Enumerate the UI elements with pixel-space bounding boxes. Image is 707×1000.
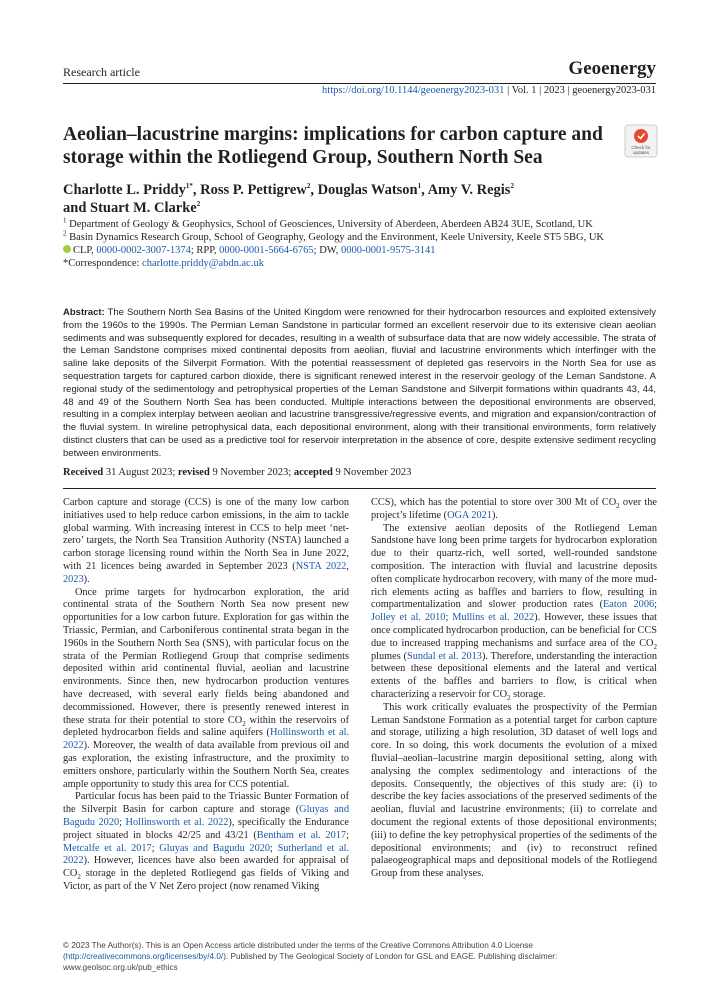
- author-sup: 1: [417, 182, 422, 191]
- paragraph-text: ).: [83, 573, 90, 585]
- citation-link[interactable]: Metcalfe et al. 2017: [63, 842, 152, 854]
- article-dates: [63, 467, 411, 478]
- citation-link[interactable]: Mullins et al. 2022: [452, 612, 535, 624]
- citation-link[interactable]: NSTA 2022: [295, 560, 347, 572]
- citation-link[interactable]: Hollinsworth et al. 2022: [63, 727, 350, 752]
- article-title: Aeolian–lacustrine margins: implications for carbon capture and storage within the Rotliegend Group, Southern North Sea: [63, 124, 603, 168]
- abstract-label: Abstract:: [63, 307, 105, 318]
- paragraph-text: ). However, these issues that once complicated hydrocarbon production, can be beneficial for CCS due to increased trapping mechanisms and surface area of the CO: [371, 612, 658, 649]
- footer-text: ). Published by The Geological Society of London for GSL and EAGE. Publishing disclaimer: www.geolsoc.org.uk/pub_ethics: [63, 952, 558, 972]
- received-date: 31 August 2023;: [103, 467, 178, 478]
- citation-line: [322, 85, 656, 96]
- orcid-label: ; DW,: [313, 245, 341, 256]
- paragraph-text: ). Moreover, the wealth of data available from previous oil and gas exploration, the existing infrastructure, and the proximity to emitters onshore, particularly within the Southern North Sea, creates ample opportunity to study this area for CCS potential.: [63, 740, 349, 790]
- subscript: 2: [507, 694, 511, 702]
- citation-link[interactable]: OGA 2021: [447, 509, 492, 521]
- paragraph-text: ). Therefore, understanding the interaction between these depositional elements and the lateral and vertical extents of the baffles and barriers to flow, is critical when characterizing a reservoir for CO: [371, 650, 658, 700]
- author: Ross P. Pettigrew: [200, 182, 307, 198]
- subscript: 2: [653, 642, 657, 651]
- orcid-label: ; RPP,: [190, 245, 220, 256]
- correspondence-email[interactable]: charlotte.priddy@abdn.ac.uk: [142, 258, 264, 269]
- body-column-right: [371, 497, 657, 881]
- correspondence-line: [63, 257, 661, 270]
- paragraph-text: Particular focus has been paid to the Triassic Bunter Formation of the Silverpit Basin for carbon capture and storage (: [63, 791, 349, 816]
- affiliation-num: 2: [63, 229, 67, 238]
- revised-label: revised: [177, 467, 210, 478]
- citation-link[interactable]: Sundal et al. 2013: [406, 650, 482, 662]
- paragraph-text: The extensive aeolian deposits of the Rotliegend Leman Sandstone have long been prime targets for hydrocarbon exploration due to their quartz-rich, well sorted, well-rounded sandstone composition. The interaction with fluvial and lacustrine deposits often complicate hydrocarbon recovery, with many of the more mud-rich elements acting as baffles and barriers to flow, resulting in compartmentalization and slower production rates (: [371, 522, 657, 611]
- subscript: 2: [616, 502, 620, 511]
- author-list: Charlotte L. Priddy$^{1*}$, Ross P. Pettigrew$^2$, Douglas Watson$^1$, Amy V. Regis$^2$ and Stuart M. Clarke$^2$: [63, 182, 514, 216]
- paragraph-text: storage in the depleted Rotliegend gas fields of Viking and Victor, as part of the V Net Zero project (now renamed Viking: [63, 868, 349, 892]
- correspondence-label: *Correspondence:: [63, 258, 143, 269]
- license-link[interactable]: http://creativecommons.org/licenses/by/4.0/: [65, 952, 224, 961]
- affiliation-text: Basin Dynamics Research Group, School of Geography, Geology and the Environment, Keele University, Keele ST5 5BG, UK: [69, 232, 605, 243]
- paragraph: [371, 523, 657, 702]
- author-sup: 2: [196, 200, 201, 209]
- orcid-line: [63, 244, 661, 257]
- check-updates-line2: updates: [632, 150, 650, 155]
- affiliation-text: Department of Geology & Geophysics, School of Geosciences, University of Aberdeen, Aberdeen AB24 3UE, Scotland, UK: [69, 219, 593, 230]
- author-conjunction: and: [63, 200, 91, 216]
- separator: ;: [445, 612, 453, 624]
- abstract-text: The Southern North Sea Basins of the United Kingdom were renowned for their hydrocarbon resources and exploited extensively from the 1960s to the 1990s. The Permian Leman Sandstone in particular formed an excellent reservoir due to its extensive clean aeolian sediments and was subsequently explored for decades, resulting in a wealth of subsurface data that are now widely accessible. The strata of the Leman Sandstone comprises mixed continental deposits from aeolian, fluvial and lacustrine environments which interfinger with the saline lake deposits of the Silverpit Formation. With the potential reassessment of depleted gas reservoirs in the North Sea for use as sequestration targets for captured carbon dioxide, there is significant renewed interest in the reservoir geology of the Leman Sandstone. A regional study of the sedimentology and petrophysical properties of the Leman Sandstone and Silverpit formations within quadrants 43, 44, 48 and 49 of the Southern North Sea has been conducted. Multiple interactions between the depositional environments are observed, resulting in a complex interplay between aeolian and lacustrine transgressive/regressive events, and migration and expansion/contraction of the fluvial system. In wireline petrophysical data, each depositional environment, along with their transitional environments, form relatively distinct clusters that can be used as a predictive tool for reservoir interpretation in the absence of core, despite extensive sediment recycling between environments.: [63, 307, 656, 459]
- author: Stuart M. Clarke: [90, 200, 197, 216]
- paragraph-text: plumes (: [371, 650, 407, 662]
- author: Douglas Watson: [317, 182, 418, 198]
- author-sup: 2: [306, 182, 311, 191]
- check-updates-line1: Check for: [631, 145, 651, 150]
- separator: ;: [346, 829, 349, 841]
- paragraph-text: ), specifically the Endurance project situated in blocks 42/25 and 43/21 (: [63, 816, 350, 841]
- separator: ;: [270, 842, 278, 854]
- separator: ,: [346, 560, 349, 572]
- separator: ;: [151, 842, 160, 854]
- license-footer: [63, 940, 659, 973]
- received-label: Received: [63, 467, 104, 478]
- paragraph: [63, 587, 349, 792]
- article-type: Research article: [63, 65, 140, 79]
- citation-info: | Vol. 1 | 2023 | geoenergy2023-031: [504, 85, 656, 96]
- separator: ;: [119, 816, 126, 828]
- paragraph-text: CCS), which has the potential to store over 300 Mt of CO: [371, 497, 617, 508]
- orcid-link[interactable]: 0000-0001-9575-3141: [340, 245, 436, 256]
- affiliations: [63, 218, 661, 270]
- accepted-label: accepted: [293, 467, 333, 478]
- check-updates-icon: [624, 124, 658, 158]
- paragraph-text: ).: [491, 509, 498, 521]
- citation-link[interactable]: Sutherland et al. 2022: [63, 842, 350, 867]
- header-rule: [63, 83, 656, 84]
- author: Amy V. Regis: [427, 182, 511, 198]
- paragraph-text: Carbon capture and storage (CCS) is one of the many low carbon initiatives used to help reduce carbon emissions, in the aim to tackle global warming. With increasing interest in CCS to help meet ‘net-zero’ targets, the North Sea Transition Authority (NSTA) launched a carbon storage licensing round within the North Sea in June 2022, with 21 licences being awarded in September 2023 (: [63, 497, 349, 572]
- separator: ;: [654, 599, 657, 611]
- footer-text: © 2023 The Author(s). This is an Open Access article distributed under the terms of the Creative Commons Attribution 4.0 License (: [63, 941, 533, 961]
- author-sup: 2: [510, 182, 514, 191]
- abstract: [63, 307, 656, 461]
- affiliation-num: 1: [63, 216, 67, 225]
- journal-name: Geoenergy: [568, 58, 656, 79]
- check-for-updates-badge[interactable]: [624, 124, 658, 158]
- paragraph-text: within the reservoirs of depleted hydrocarbon fields and saline aquifers (: [63, 714, 349, 739]
- orcid-link[interactable]: 0000-0002-3007-1374: [96, 245, 191, 256]
- author-sup: 1*: [185, 182, 193, 191]
- section-rule: [63, 488, 656, 489]
- subscript: 2: [77, 873, 81, 882]
- body-column-left: [63, 497, 349, 894]
- paragraph-text: over the project’s lifetime (: [371, 497, 657, 521]
- paragraph: This work critically evaluates the prospectivity of the Permian Leman Sandstone Formation as a potential target for carbon capture and storage, utilizing a high resolution, 3D dataset of well logs and core. In so doing, this work documents the evolution of a mixed fluvial–aeolian–lacustrine margin depositional setting, along with analysing the complex sedimentology and interactions of the deposits. Consequently, the objectives of this study are: (i) to describe the key facies associations of the preserved sediments of the aeolian, fluvial and lacustrine environments; (ii) to correlate and document the regional extents of those depositional environments; (iii) to define the key petrophysical properties of the sediments of the depositional environments; and (iv) to reconstruct refined palaeogeographical maps and depositional models of the Rotliegend Group from these analyses.: [371, 701, 657, 880]
- citation-link[interactable]: Gluyas and Bagudu 2020: [63, 804, 349, 828]
- paragraph: [63, 497, 349, 587]
- doi-link[interactable]: https://doi.org/10.1144/geoenergy2023-031: [322, 85, 505, 96]
- orcid-icon: [63, 245, 71, 253]
- citation-link[interactable]: Hollinsworth et al. 2022: [125, 816, 229, 828]
- revised-date: 9 November 2023;: [209, 467, 294, 478]
- affiliation-1: [63, 218, 661, 231]
- orcid-link[interactable]: 0000-0001-5664-6765: [219, 245, 314, 256]
- paragraph-text: ). However, licences have also been awarded for appraisal of CO: [63, 855, 349, 880]
- citation-link[interactable]: Bentham et al. 2017: [256, 829, 347, 841]
- paragraph-text: storage.: [510, 688, 546, 700]
- citation-link[interactable]: Gluyas and Bagudu 2020: [159, 842, 271, 854]
- citation-link[interactable]: 2023: [63, 573, 84, 585]
- accepted-date: 9 November 2023: [332, 467, 412, 478]
- affiliation-2: [63, 231, 661, 244]
- subscript: 2: [242, 719, 246, 728]
- paragraph-text: Once prime targets for hydrocarbon exploration, the arid continental strata of the Southern North Sea now present new opportunities for a low carbon future. Exploration for gas within the Triassic, Permian, and Carboniferous continental strata began in the 1960s in the Southern North Sea (SNS), with particular focus on the strata of the Permian Rotliegend Group that comprise sediments deposited within arid continental fluvial, aeolian and lacustrine environments. Since then, new hydrocarbon production ventures have decreased, with several early fields being abandoned and decommissioned. However, there is presently renewed interest in these strata for their potential to store CO: [63, 586, 349, 726]
- paragraph: [371, 497, 657, 523]
- orcid-label: CLP,: [73, 245, 97, 256]
- citation-link[interactable]: Eaton 2006: [603, 599, 655, 611]
- paragraph: [63, 791, 349, 893]
- author: Charlotte L. Priddy: [63, 182, 186, 198]
- citation-link[interactable]: Jolley et al. 2010: [371, 612, 446, 624]
